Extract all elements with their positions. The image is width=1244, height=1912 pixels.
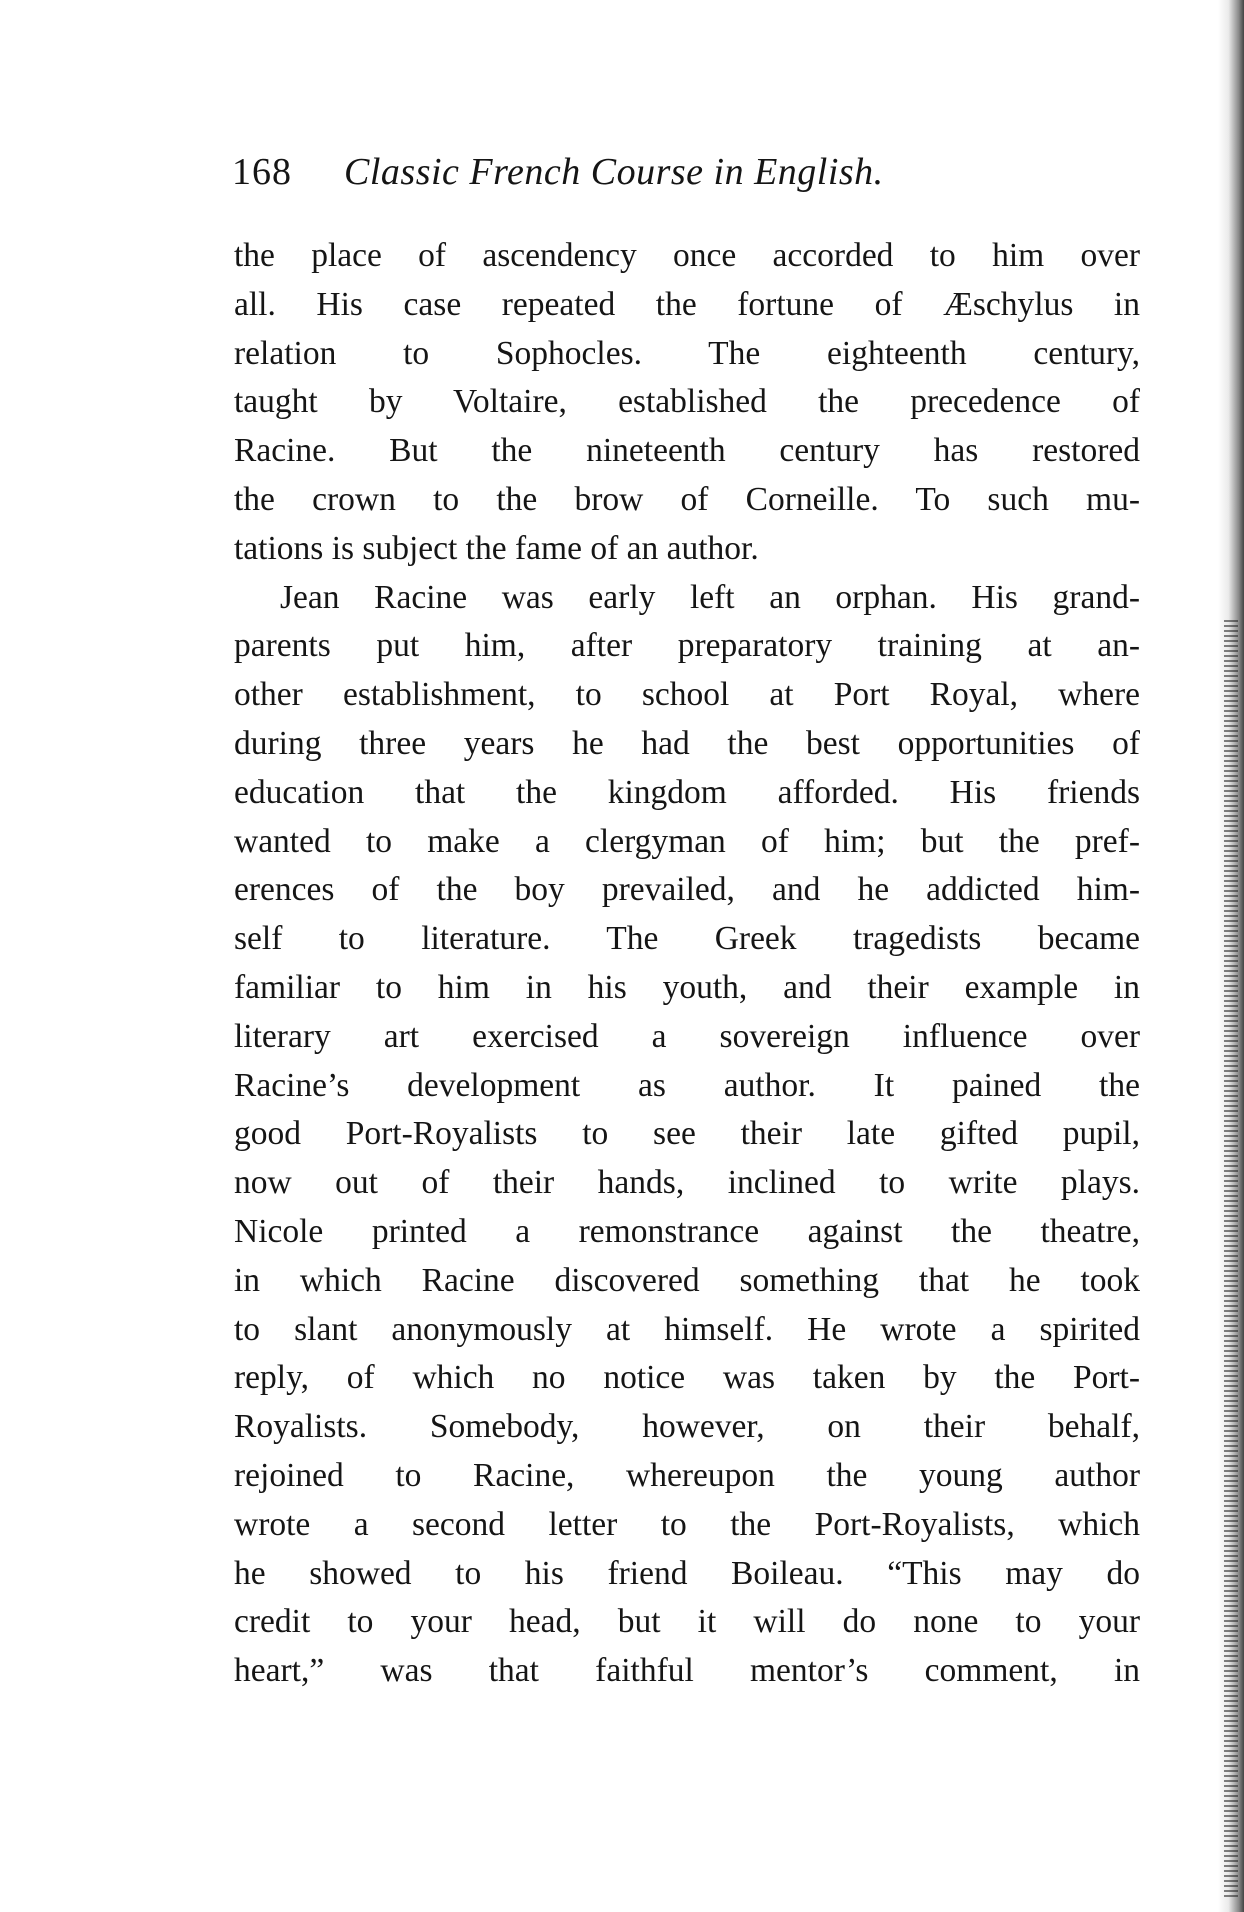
text-line: in which Racine discovered something that he took xyxy=(234,1261,1140,1299)
text-line: self to literature. The Greek tragedists became xyxy=(234,920,1140,958)
paragraph-start-line: Jean Racine was early left an orphan. His grand- xyxy=(280,578,1140,616)
text-line: Racine’s development as author. It pained the xyxy=(234,1066,1140,1104)
text-line: education that the kingdom afforded. His friends xyxy=(234,773,1140,811)
page-edge-speckle xyxy=(1224,620,1238,1900)
text-line: Nicole printed a remonstrance against the theatre, xyxy=(234,1212,1140,1250)
page-number: 168 xyxy=(232,151,292,193)
text-line: reply, of which no notice was taken by the Port- xyxy=(234,1359,1140,1397)
text-line: wanted to make a clergyman of him; but the pref- xyxy=(234,822,1140,860)
text-line: he showed to his friend Boileau. “This may do xyxy=(234,1554,1140,1592)
text-line: during three years he had the best opportunities of xyxy=(234,724,1140,762)
text-line: familiar to him in his youth, and their example in xyxy=(234,968,1140,1006)
text-line: all. His case repeated the fortune of Æschylus in xyxy=(234,285,1140,323)
text-line: literary art exercised a sovereign influence over xyxy=(234,1017,1140,1055)
text-line: Racine. But the nineteenth century has restored xyxy=(234,432,1140,470)
page-header xyxy=(232,142,1132,202)
text-line: taught by Voltaire, established the precedence of xyxy=(234,383,1140,421)
body-text xyxy=(234,232,1140,1696)
text-line: good Port-Royalists to see their late gifted pupil, xyxy=(234,1115,1140,1153)
running-title: Classic French Course in English. xyxy=(344,151,884,193)
text-line: rejoined to Racine, whereupon the young author xyxy=(234,1456,1140,1494)
text-line: the crown to the brow of Corneille. To such mu- xyxy=(234,480,1140,518)
text-line: other establishment, to school at Port Royal, where xyxy=(234,676,1140,714)
text-line: now out of their hands, inclined to write plays. xyxy=(234,1164,1140,1202)
text-line: relation to Sophocles. The eighteenth century, xyxy=(234,334,1140,372)
text-line: erences of the boy prevailed, and he addicted him- xyxy=(234,871,1140,909)
text-line: heart,” was that faithful mentor’s comment, in xyxy=(234,1652,1140,1690)
text-line: to slant anonymously at himself. He wrote a spirited xyxy=(234,1310,1140,1348)
text-line: wrote a second letter to the Port-Royalists, which xyxy=(234,1505,1140,1543)
text-line: tations is subject the fame of an author. xyxy=(234,529,759,567)
text-line: the place of ascendency once accorded to him over xyxy=(234,237,1140,274)
text-line: credit to your head, but it will do none to your xyxy=(234,1603,1140,1641)
text-line: Royalists. Somebody, however, on their behalf, xyxy=(234,1408,1140,1446)
text-line: parents put him, after preparatory training at an- xyxy=(234,627,1140,665)
